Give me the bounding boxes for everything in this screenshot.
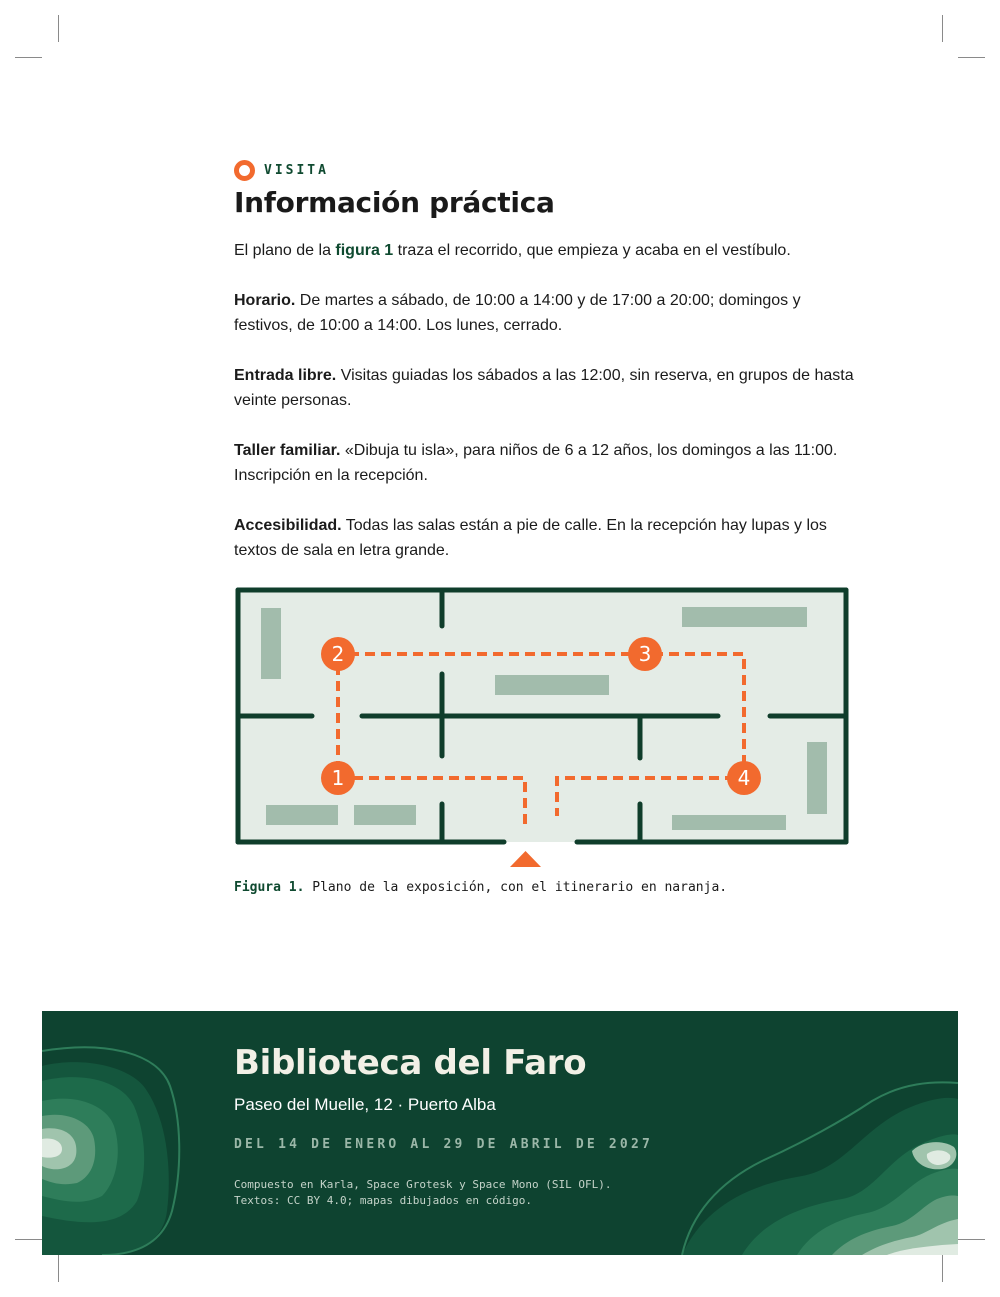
route-stop-label: 4 <box>737 766 751 790</box>
exhibit-block <box>807 742 827 814</box>
workshop-text: «Dibuja tu isla», para niños de 6 a 12 años, los domingos a las 11:00. Inscripción en la recepción. <box>234 442 838 484</box>
workshop-label: Taller familiar. <box>234 442 341 459</box>
crop-mark <box>58 1255 59 1282</box>
footer-dates: DEL 14 DE ENERO AL 29 DE ABRIL DE 2027 <box>234 1137 654 1152</box>
crop-mark <box>942 1255 943 1282</box>
footer-banner <box>42 1011 958 1255</box>
intro-paragraph <box>234 238 854 263</box>
hours-label: Horario. <box>234 292 296 309</box>
crop-mark <box>15 1239 42 1240</box>
crop-mark <box>942 15 943 42</box>
footer-title: Biblioteca del Faro <box>234 1043 587 1083</box>
figure-link[interactable]: figura 1 <box>335 242 394 259</box>
footer-address: Paseo del Muelle, 12 · Puerto Alba <box>234 1095 496 1114</box>
exhibit-block <box>354 805 416 825</box>
section-kicker <box>234 158 854 182</box>
floor-plan <box>234 586 850 872</box>
info-section <box>234 158 854 563</box>
exhibit-block <box>672 815 786 830</box>
admission-text: Visitas guiadas los sábados a las 12:00, sin reserva, en grupos de hasta veinte personas. <box>234 367 854 409</box>
exhibit-block <box>261 608 281 679</box>
workshop-paragraph <box>234 438 854 488</box>
exhibit-block <box>495 675 609 695</box>
accessibility-label: Accesibilidad. <box>234 517 342 534</box>
page-title: Información práctica <box>234 186 555 219</box>
figure-caption <box>234 880 727 895</box>
credits-line: Textos: CC BY 4.0; mapas dibujados en código. <box>234 1194 533 1207</box>
entrance-arrow-icon <box>510 851 541 867</box>
hours-text: De martes a sábado, de 10:00 a 14:00 y de 17:00 a 20:00; domingos y festivos, de 10:00 a 14:00. Los lunes, cerrado. <box>234 292 801 334</box>
crop-mark <box>958 1239 985 1240</box>
intro-after: traza el recorrido, que empieza y acaba en el vestíbulo. <box>393 242 791 259</box>
admission-label: Entrada libre. <box>234 367 337 384</box>
accessibility-paragraph <box>234 513 854 563</box>
exhibit-block <box>266 805 338 825</box>
route-stop-label: 2 <box>331 642 345 666</box>
route-stop-label: 1 <box>331 766 345 790</box>
route-stop-label: 3 <box>638 642 652 666</box>
exhibit-block <box>682 607 807 627</box>
crop-mark <box>58 15 59 42</box>
hours-paragraph <box>234 288 854 338</box>
admission-paragraph <box>234 363 854 413</box>
footer-credits <box>234 1177 612 1209</box>
kicker-label: VISITA <box>264 162 329 178</box>
intro-before: El plano de la <box>234 242 336 259</box>
credits-line: Compuesto en Karla, Space Grotesk y Space Mono (SIL OFL). <box>234 1178 612 1191</box>
crop-mark <box>958 57 985 58</box>
ring-icon <box>234 160 255 181</box>
crop-mark <box>15 57 42 58</box>
caption-text: Plano de la exposición, con el itinerario en naranja. <box>304 880 728 895</box>
accessibility-text: Todas las salas están a pie de calle. En la recepción hay lupas y los textos de sala en letra grande. <box>234 517 827 559</box>
caption-label: Figura 1. <box>234 880 305 895</box>
